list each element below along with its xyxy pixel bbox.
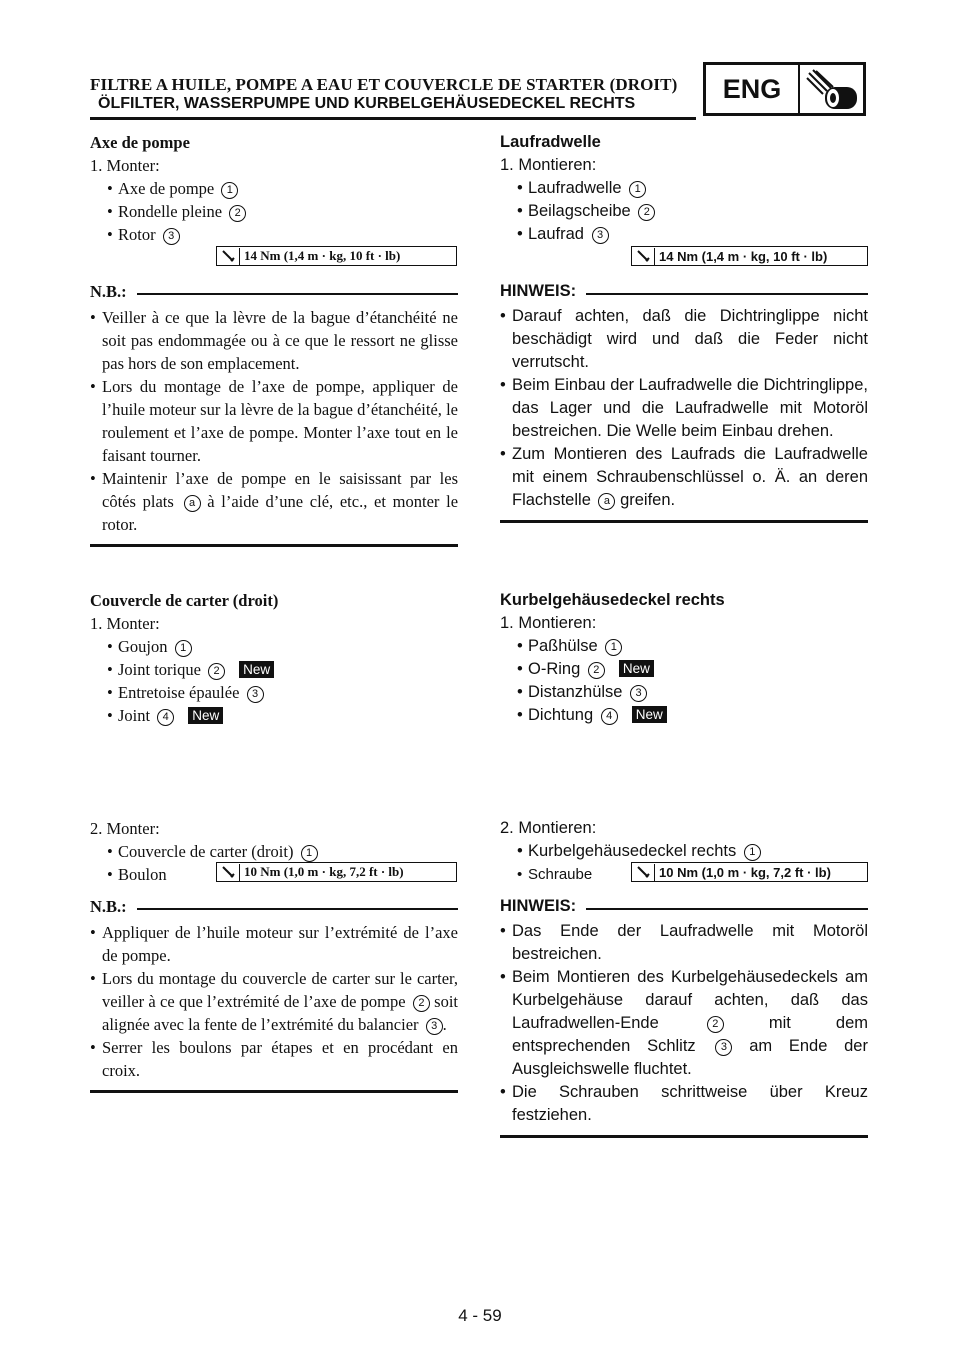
note-bullet: • Veiller à ce que la lèvre de la bague d’étanchéité ne soit pas endommagée ou à ce que le ressort ne glisse pas hors de son emplacement. bbox=[90, 306, 458, 375]
engine-tools-icon bbox=[801, 67, 861, 113]
header-title-fr: FILTRE A HUILE, POMPE A EAU ET COUVERCLE DE STARTER (DROIT) bbox=[90, 75, 678, 94]
marker-2: 2 bbox=[707, 1016, 724, 1033]
step-label: 1. Monter: bbox=[90, 614, 160, 633]
list-item: • Joint 4 New bbox=[90, 704, 458, 727]
note-header bbox=[90, 897, 458, 917]
step-label: 1. Montieren: bbox=[500, 156, 597, 174]
marker-4: 4 bbox=[601, 708, 618, 725]
fr-section-pump-shaft bbox=[90, 131, 458, 246]
list-item: • Dichtung 4 New bbox=[500, 704, 868, 727]
torque-spec bbox=[216, 862, 457, 882]
marker-2: 2 bbox=[588, 662, 605, 679]
note-bullet: • Das Ende der Laufradwelle mit Motoröl bestreichen. bbox=[500, 920, 868, 966]
step-label: 1. Monter: bbox=[90, 156, 160, 175]
note-label: HINWEIS: bbox=[500, 897, 577, 915]
note-label: N.B.: bbox=[90, 282, 127, 301]
torque-value: 10 Nm (1,0 m · kg, 7,2 ft · lb) bbox=[659, 864, 831, 880]
list-item: • Joint torique 2 New bbox=[90, 658, 458, 681]
marker-3: 3 bbox=[630, 685, 647, 702]
torque-spec bbox=[631, 246, 868, 266]
new-badge: New bbox=[632, 706, 667, 723]
de-note-2 bbox=[500, 897, 868, 1138]
section-title: Laufradwelle bbox=[500, 133, 601, 151]
note-label: HINWEIS: bbox=[500, 282, 577, 300]
list-item: • Rondelle pleine 2 bbox=[90, 200, 458, 223]
page-number: 4 - 59 bbox=[458, 1306, 502, 1325]
wrench-icon bbox=[217, 864, 240, 881]
note-bullet: • Appliquer de l’huile moteur sur l’extrémité de l’axe de pompe. bbox=[90, 921, 458, 967]
list-item: • Rotor 3 bbox=[90, 223, 458, 246]
torque-value: 10 Nm (1,0 m · kg, 7,2 ft · lb) bbox=[244, 864, 404, 879]
fr-note-1 bbox=[90, 282, 458, 547]
note-header bbox=[500, 282, 868, 301]
list-item: • Laufrad 3 bbox=[500, 223, 868, 246]
note-bullet: • Darauf achten, daß die Dichtringlippe nicht beschädigt wird und daß die Feder nicht verrutscht. bbox=[500, 305, 868, 374]
marker-2: 2 bbox=[208, 663, 225, 680]
wrench-icon bbox=[217, 248, 240, 265]
note-bullet: • Zum Montieren des Laufrads die Laufradwelle mit einem Schraubenschlüssel o. Ä. an deren Flachstelle a greifen. bbox=[500, 443, 868, 512]
marker-2: 2 bbox=[229, 205, 246, 222]
note-bullet: • Die Schrauben schrittweise über Kreuz festziehen. bbox=[500, 1081, 868, 1127]
fr-section-crankcase-cover bbox=[90, 589, 458, 727]
note-label: N.B.: bbox=[90, 897, 127, 916]
list-item: • Distanzhülse 3 bbox=[500, 681, 868, 704]
note-bullet: • Maintenir l’axe de pompe en le saisissant par les côtés plats a à l’aide d’une clé, etc., et monter le rotor. bbox=[90, 467, 458, 536]
note-end-rule bbox=[500, 520, 868, 523]
list-item: • Kurbelgehäusedeckel rechts 1 bbox=[500, 840, 868, 863]
note-end-rule bbox=[500, 1135, 868, 1138]
marker-a: a bbox=[184, 495, 201, 512]
wrench-icon bbox=[632, 864, 655, 881]
marker-1: 1 bbox=[744, 844, 761, 861]
de-section-impeller-shaft bbox=[500, 131, 868, 246]
note-header bbox=[500, 897, 868, 916]
section-title: Couvercle de carter (droit) bbox=[90, 591, 279, 610]
header-rule bbox=[90, 117, 696, 120]
marker-3: 3 bbox=[247, 686, 264, 703]
marker-1: 1 bbox=[629, 181, 646, 198]
list-item: • Boulon bbox=[90, 863, 458, 886]
marker-2: 2 bbox=[638, 204, 655, 221]
marker-1: 1 bbox=[605, 639, 622, 656]
header-title-de: ÖLFILTER, WASSERPUMPE UND KURBELGEHÄUSEDECKEL RECHTS bbox=[98, 95, 636, 112]
torque-value: 14 Nm (1,4 m · kg, 10 ft · lb) bbox=[659, 248, 828, 264]
fr-note-2 bbox=[90, 897, 458, 1093]
marker-a: a bbox=[598, 493, 615, 510]
marker-3: 3 bbox=[592, 227, 609, 244]
eng-label: ENG bbox=[706, 65, 800, 113]
list-item: • Entretoise épaulée 3 bbox=[90, 681, 458, 704]
new-badge: New bbox=[239, 661, 274, 678]
list-item: • O-Ring 2 New bbox=[500, 658, 868, 681]
de-note-1 bbox=[500, 282, 868, 523]
list-item: • Beilagscheibe 2 bbox=[500, 200, 868, 223]
marker-3: 3 bbox=[163, 228, 180, 245]
note-bullet: • Beim Einbau der Laufradwelle die Dichtringlippe, das Lager und die Laufradwelle mit Motoröl bestreichen. Die Welle beim Einbau drehen. bbox=[500, 374, 868, 443]
section-title: Kurbelgehäusedeckel rechts bbox=[500, 591, 725, 609]
list-item: • Laufradwelle 1 bbox=[500, 177, 868, 200]
step-label: 1. Montieren: bbox=[500, 614, 597, 632]
marker-1: 1 bbox=[175, 640, 192, 657]
eng-badge bbox=[703, 62, 866, 116]
marker-4: 4 bbox=[157, 709, 174, 726]
marker-1: 1 bbox=[301, 845, 318, 862]
note-bullet: • Serrer les boulons par étapes et en procédant en croix. bbox=[90, 1036, 458, 1082]
note-bullet: • Beim Montieren des Kurbelgehäusedeckels am Kurbelgehäuse darauf achten, daß das Laufradwellen-Ende 2 mit dem entsprechenden Schlitz 3 am Ende der Ausgleichswelle fluchtet. bbox=[500, 966, 868, 1081]
list-item: • Schraube bbox=[500, 863, 868, 886]
torque-spec bbox=[631, 862, 868, 882]
wrench-icon bbox=[632, 248, 655, 265]
list-item: • Axe de pompe 1 bbox=[90, 177, 458, 200]
marker-3: 3 bbox=[426, 1018, 443, 1035]
step-label: 2. Monter: bbox=[90, 819, 160, 838]
note-header bbox=[90, 282, 458, 302]
list-item: • Goujon 1 bbox=[90, 635, 458, 658]
list-item: • Couvercle de carter (droit) 1 bbox=[90, 840, 458, 863]
de-section-crankcase-cover bbox=[500, 589, 868, 727]
note-end-rule bbox=[90, 544, 458, 547]
section-title: Axe de pompe bbox=[90, 133, 190, 152]
marker-1: 1 bbox=[221, 182, 238, 199]
note-end-rule bbox=[90, 1090, 458, 1093]
new-badge: New bbox=[619, 660, 654, 677]
note-bullet: • Lors du montage de l’axe de pompe, appliquer de l’huile moteur sur la lèvre de la bague d’étanchéité, le roulement et l’axe de pompe. Monter l’axe tout en le faisant tourner. bbox=[90, 375, 458, 467]
step-label: 2. Montieren: bbox=[500, 819, 597, 837]
note-bullet: • Lors du montage du couvercle de carter sur le carter, veiller à ce que l’extrémité de l’axe de pompe 2 soit alignée avec la fente de l’extrémité du balancier 3 . bbox=[90, 967, 458, 1036]
new-badge: New bbox=[188, 707, 223, 724]
marker-3: 3 bbox=[715, 1039, 732, 1056]
torque-spec bbox=[216, 246, 457, 266]
torque-value: 14 Nm (1,4 m · kg, 10 ft · lb) bbox=[244, 248, 401, 263]
marker-2: 2 bbox=[413, 995, 430, 1012]
list-item: • Paßhülse 1 bbox=[500, 635, 868, 658]
